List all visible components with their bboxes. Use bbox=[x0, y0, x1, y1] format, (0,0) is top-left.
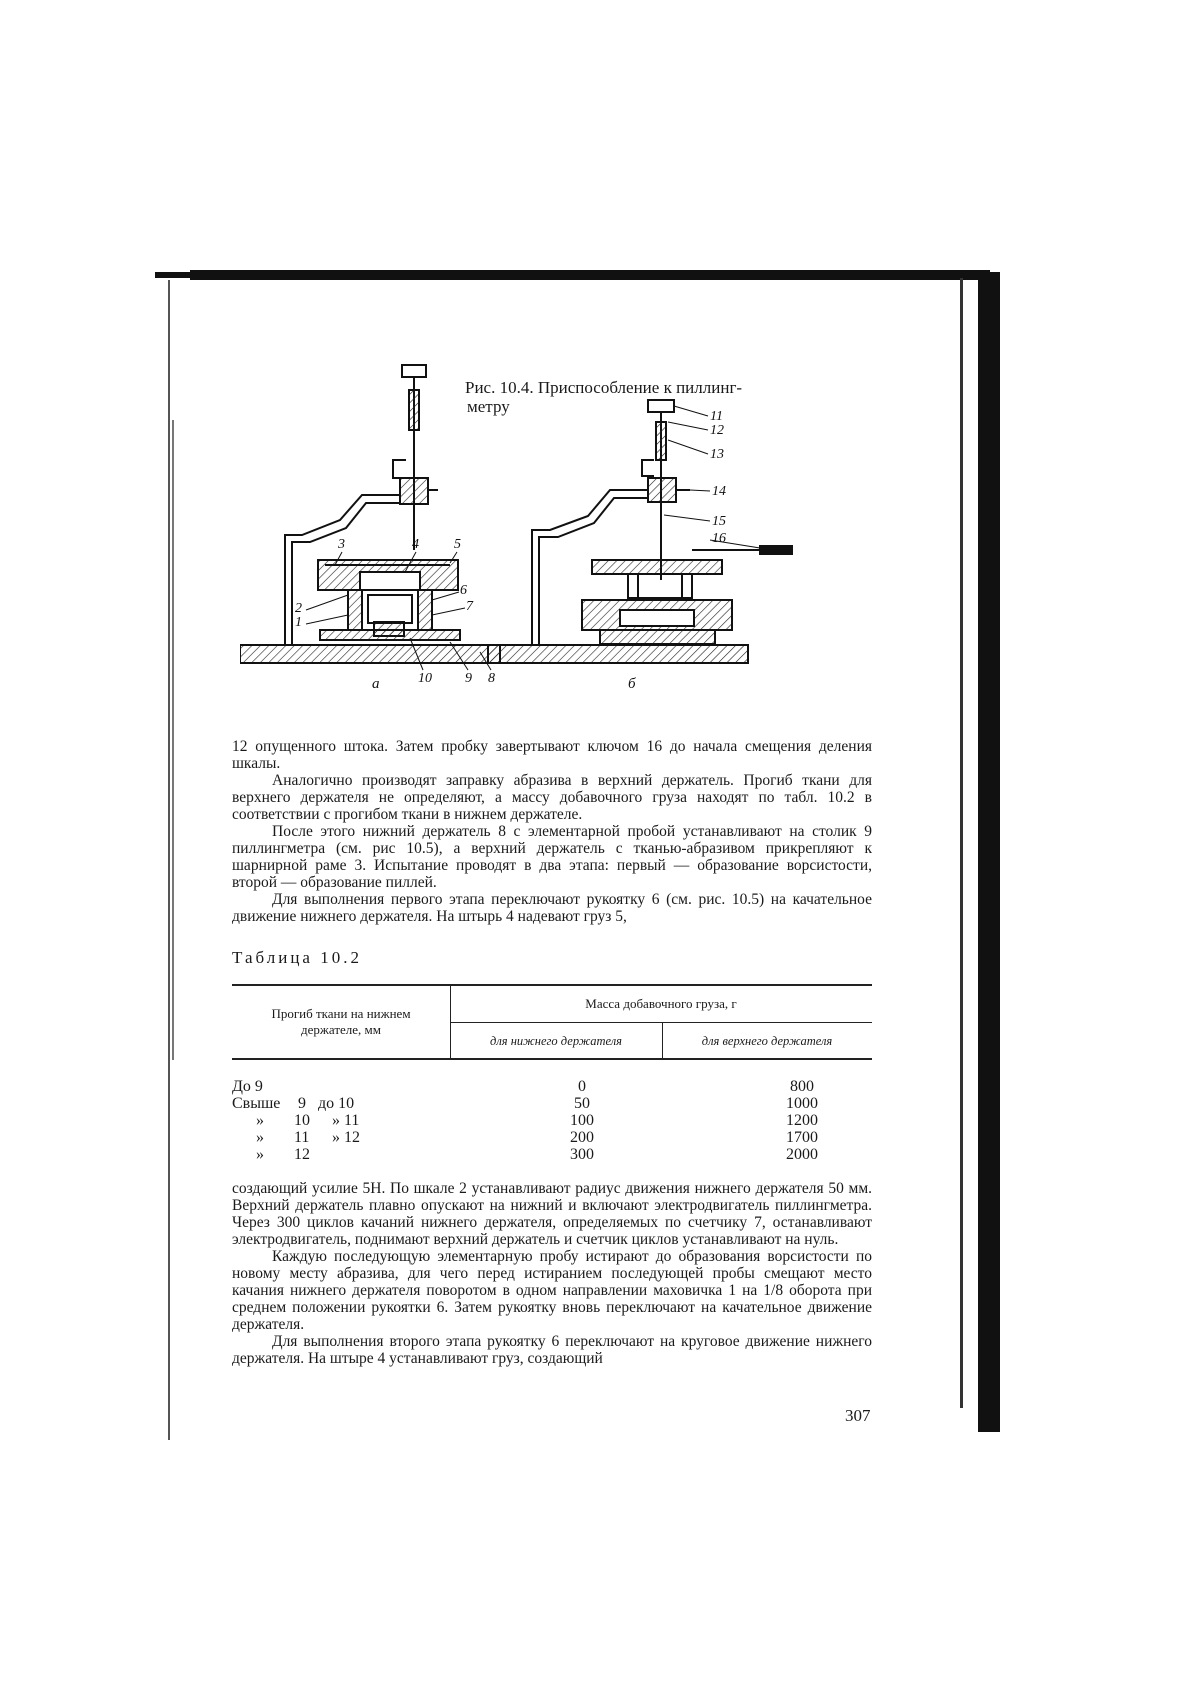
paragraph: Для выполнения первого этапа переключают рукоятку 6 (см. рис. 10.5) на качательное движение нижнего держателя. На штырь 4 надевают груз 5, bbox=[232, 891, 872, 925]
drawing-a bbox=[240, 365, 500, 663]
cell-from: 9 bbox=[298, 1095, 306, 1112]
table-row bbox=[232, 1112, 872, 1129]
label-b-15: 15 bbox=[712, 514, 726, 529]
cell-lower: 100 bbox=[570, 1112, 594, 1129]
label-a-5: 5 bbox=[454, 537, 461, 552]
label-b-11: 11 bbox=[710, 409, 723, 424]
scan-edge bbox=[960, 278, 963, 1408]
scan-edge bbox=[978, 272, 1000, 1432]
caption-line-1: Рис. 10.4. Приспособление к пиллинг- bbox=[465, 378, 743, 397]
cell-lower: 0 bbox=[578, 1078, 586, 1095]
cell-from: 12 bbox=[294, 1146, 310, 1163]
label-b-16: 16 bbox=[712, 531, 726, 546]
cell-to: до 10 bbox=[318, 1095, 355, 1112]
label-b-14: 14 bbox=[712, 484, 726, 499]
scan-edge bbox=[190, 270, 990, 280]
cell-range: До 9 bbox=[232, 1078, 263, 1095]
scan-edge bbox=[155, 272, 190, 278]
drawing-b bbox=[488, 400, 792, 663]
cell-to: » 11 bbox=[332, 1112, 360, 1129]
cell-lower: 200 bbox=[570, 1129, 594, 1146]
label-a-4: 4 bbox=[412, 537, 419, 552]
cell-upper: 800 bbox=[790, 1078, 814, 1095]
label-a-letter: а bbox=[372, 676, 380, 692]
label-a-8: 8 bbox=[488, 671, 495, 686]
cell-range: » bbox=[256, 1129, 264, 1146]
paragraph: Для выполнения второго этапа рукоятку 6 переключают на круговое движение нижнего держателя. На штыре 4 устанавливают груз, создающий bbox=[232, 1333, 872, 1367]
scan-edge bbox=[168, 280, 170, 1440]
label-a-10: 10 bbox=[418, 671, 432, 686]
scan-edge bbox=[172, 420, 174, 1060]
table-row bbox=[232, 1146, 872, 1163]
cell-upper: 1700 bbox=[786, 1129, 818, 1146]
paragraph: 12 опущенного штока. Затем пробку завертывают ключом 16 до начала смещения деления шкалы. bbox=[232, 738, 872, 772]
label-b-letter: б bbox=[628, 676, 636, 692]
label-b-12: 12 bbox=[710, 423, 724, 438]
table-head-rule bbox=[232, 1058, 872, 1060]
cell-range: » bbox=[256, 1112, 264, 1129]
label-a-3: 3 bbox=[338, 537, 345, 552]
cell-to: » 12 bbox=[332, 1129, 360, 1146]
table-row bbox=[232, 1078, 872, 1095]
table-head-group: Масса добавочного груза, г bbox=[585, 996, 737, 1011]
table-group-rule bbox=[450, 1022, 872, 1023]
label-a-1: 1 bbox=[295, 615, 302, 630]
table-head-col1-line1: Прогиб ткани на нижнем bbox=[271, 1006, 411, 1021]
paragraph: Каждую последующую элементарную пробу истирают до образования ворсистости по новому месту абразива, для чего перед истиранием последующей пробы смещают место качания нижнего держателя поворотом в одном направлении маховичка 1 на 1/8 оборота при среднем положении рукоятки 6. Затем рукоятку вновь переключают на качательное движение держателя. bbox=[232, 1248, 872, 1333]
label-a-2: 2 bbox=[295, 601, 302, 616]
table-row bbox=[232, 1129, 872, 1146]
paragraph: создающий усилие 5Н. По шкале 2 устанавливают радиус движения нижнего держателя 50 мм. Верхний держатель плавно опускают на нижний и включают электродвигатель пиллингметра. Через 300 циклов качаний нижнего держателя, определяемых по счетчику 7, останавливают электродвигатель, поднимают верхний держатель и счетчик циклов устанавливают на нуль. bbox=[232, 1180, 872, 1248]
text-block-bottom bbox=[232, 1180, 872, 1367]
table-top-rule bbox=[232, 984, 872, 986]
label-a-7: 7 bbox=[466, 599, 473, 614]
table-head-upper: для верхнего держателя bbox=[701, 1034, 833, 1048]
cell-range: » bbox=[256, 1146, 264, 1163]
cell-range: Свыше bbox=[232, 1095, 281, 1112]
cell-from: 10 bbox=[294, 1112, 310, 1129]
text-block-top bbox=[232, 738, 872, 925]
cell-from: 11 bbox=[294, 1129, 310, 1146]
caption-line-2: метру bbox=[467, 397, 510, 416]
cell-lower: 50 bbox=[574, 1095, 590, 1112]
cell-upper: 2000 bbox=[786, 1146, 818, 1163]
label-a-9: 9 bbox=[465, 671, 472, 686]
cell-upper: 1200 bbox=[786, 1112, 818, 1129]
table-head-col1-line2: держателе, мм bbox=[301, 1022, 381, 1037]
cell-upper: 1000 bbox=[786, 1095, 818, 1112]
page-number: 307 bbox=[845, 1406, 871, 1425]
label-b-13: 13 bbox=[710, 447, 724, 462]
paragraph: После этого нижний держатель 8 с элементарной пробой устанавливают на столик 9 пиллингметра (см. рис 10.5), а верхний держатель с тканью-абразивом прикрепляют к шарнирной раме 3. Испытание проводят в два этапа: первый — образование ворсистости, второй — образование пиллей. bbox=[232, 823, 872, 891]
figure-10-4 bbox=[240, 360, 860, 730]
paragraph: Аналогично производят заправку абразива в верхний держатель. Прогиб ткани для верхнего держателя не определяют, а массу добавочного груза находят по табл. 10.2 в соответствии с прогибом ткани в нижнем держателе. bbox=[232, 772, 872, 823]
cell-lower: 300 bbox=[570, 1146, 594, 1163]
table-row bbox=[232, 1095, 872, 1112]
table-head-col1 bbox=[232, 1006, 450, 1038]
label-a-6: 6 bbox=[460, 583, 467, 598]
table-head-lower: для нижнего держателя bbox=[490, 1034, 622, 1048]
table-title: Таблица 10.2 bbox=[232, 948, 362, 967]
